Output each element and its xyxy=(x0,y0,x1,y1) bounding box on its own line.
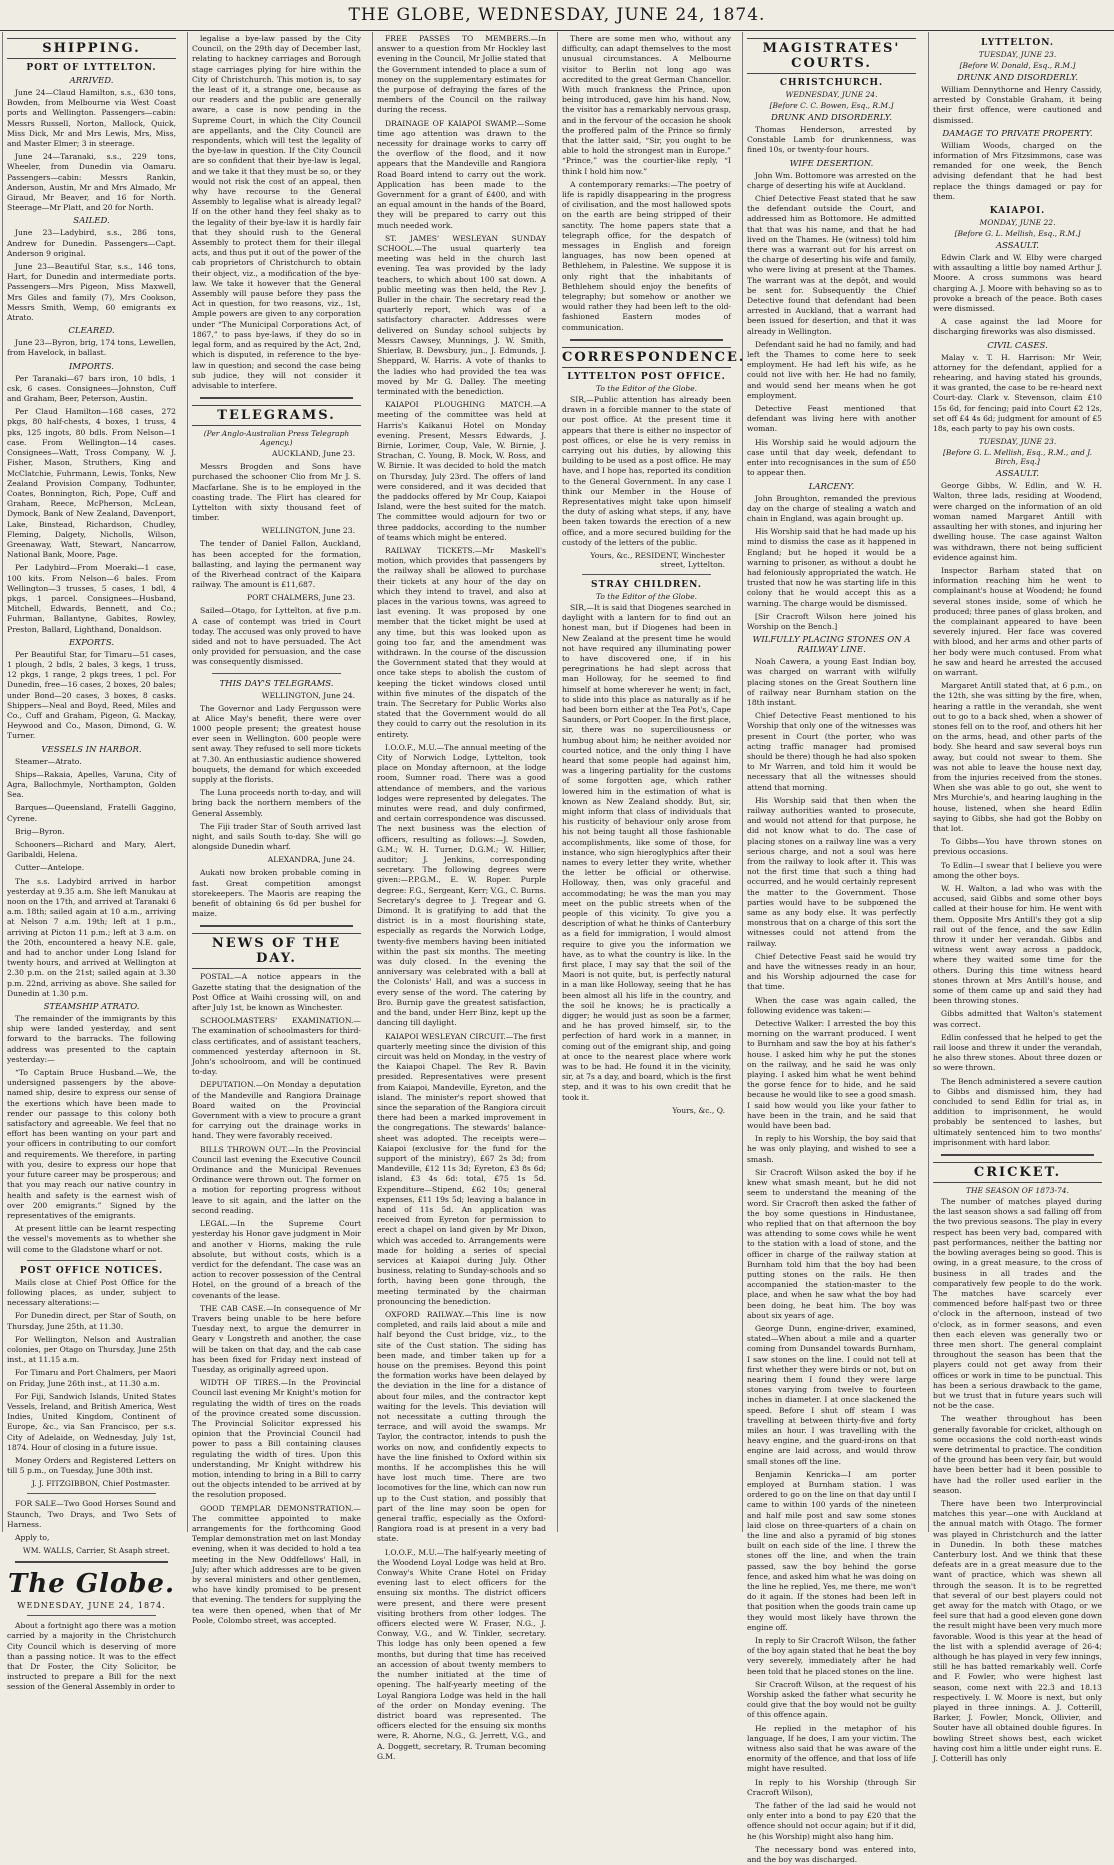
paragraph: The necessary bond was entered into, and the boy was discharged. xyxy=(747,1844,916,1865)
subsection-title: KAIAPOI. xyxy=(989,206,1046,217)
subsection-title: STEAMSHIP ATRATO. xyxy=(43,1002,140,1013)
bench: [Before G. L. Mellish, Esq., R.M.] xyxy=(954,229,1081,239)
column-6 xyxy=(928,32,1106,1764)
dateline: TUESDAY, JUNE 23. xyxy=(978,437,1057,447)
dateline: MONDAY, JUNE 22. xyxy=(979,218,1056,228)
dateline: AUCKLAND, June 23. xyxy=(272,449,355,459)
paragraph: His Worship said that he had made up his mind to dismiss the case as it happened in England; but he hoped it would be a warning to prisoner, as without a doubt he had feloniously appropriated the watch. He trusted that now he was starting life in this colony that he would accept this as a warning. The charge would be dismissed. xyxy=(747,527,916,608)
divider xyxy=(27,1260,156,1261)
paragraph: George Gibbs, W. Edlin, and W. H. Walton, three lads, residing at Woodend, were charged on the information of an old woman named Margaret Antill with assaulting her with stones, and injuring her dwelling house. The case against Walton was withdrawn, there not being sufficient evidence against him. xyxy=(933,481,1102,562)
paragraph: DEPUTATION.—On Monday a deputation of the Mandeville and Rangiora Drainage Board waited on the Provincial Government with a view to procure a grant for carrying out the drainage works in hand. They were favorably received. xyxy=(192,1080,361,1141)
paragraph: George Dunn, engine-driver, examined, stated—When about a mile and a quarter coming from Dunsandel towards Burnham, I saw stones on the line. I could not tell at first whether they were birds or not, but on nearing them I found they were large stones varying from twelve to fourteen inches in diameter. I at once slackened the speed. Before I shut off steam I was travelling at between thirty-five and forty miles an hour. I was travelling with the heavy engine, and the guard-irons on that engine are laid across, and would throw small stones off the line. xyxy=(747,1323,916,1466)
column-5 xyxy=(742,32,920,1865)
paragraph: For Dunedin direct, per Star of South, on Thursday, June 25th, at 11.30. xyxy=(7,1311,176,1331)
paragraph: William Woods, charged on the information of Mrs Fitzsimmons, case was remanded for one week, the Bench advising defendant that he had best replace the things damaged or pay for them. xyxy=(933,140,1102,201)
paragraph: Cutter—Antelope. xyxy=(15,863,85,873)
paragraph: Inspector Barham stated that on information reaching him he went to complainant's house at Woodend; he found several stones inside, some of which he produced; three panes of glass broken, and the complainant appeared to have been severely injured. Her face was covered with blood, and her arms and other parts of her body were much contused. From what he saw and heard he arrested the accused on warrant. xyxy=(933,565,1102,677)
paragraph: The s.s. Ladybird arrived in harbor yesterday at 9.35 a.m. She left Manukau at noon on the 17th, and arrived at Taranaki 6 a.m. 18th; sailed again at 10 a.m., arriving at Nelson 7 a.m. 19th; left at 1 p.m., arriving at Picton 11 p.m.; left at 3 a.m. on the 20th, encountered a heavy N.E. gale, and had to anchor under Long Island for twenty hours, and arrived at Wellington at 2.30 p.m. on the 21st; sailed again at 3.30 p.m. 22nd, arriving as above. She sailed for Dunedin at 1.30 p.m. xyxy=(7,876,176,998)
paragraph: The weather throughout has been generally favorable for cricket, although on some occasions the cold north-east winds were detrimental to practice. The condition of the ground has been very fair, but would have been better had it been possible to have had the roller used earlier in the season. xyxy=(933,1414,1102,1495)
paragraph: Money Orders and Registered Letters on till 5 p.m., on Tuesday, June 30th inst. xyxy=(7,1455,176,1476)
paragraph: In reply to his Worship, the boy said that he was only playing, and wished to see a smash. xyxy=(747,1134,916,1164)
paragraph: WIDTH OF TIRES.—In the Provincial Council last evening Mr Knight's motion for regulating the width of tires on the roads of the province created some discussion. The Provincial Solicitor expressed his opinion that the Provincial Council had power to pass a Bill containing clauses regulating the width of tires. Upon this understanding, Mr Knight withdrew his motion, intending to bring in a Bill to carry out the objects intended to be arrived at by the resolution proposed. xyxy=(192,1378,361,1500)
paragraph: The Bench administered a severe caution to Gibbs and dismissed him, they had concluded to send Edlin for trial as, in addition to imprisonment, he would probably be sentenced to lashes, but ultimately sentenced him to two months' imprisonment with hard labor. xyxy=(933,1076,1102,1147)
paragraph: ST. JAMES' WESLEYAN SUNDAY SCHOOL.—The usual quarterly tea meeting was held in the church last evening. Tea was provided by the lady teachers, to which about 100 sat down. A public meeting was then held, the Rev J. Buller in the chair. The secretary read the quarterly report, which was of a satisfactory character. Addresses were delivered on Sunday school subjects by Messrs Cawsey, Munnings, J. W. Smith, Shierlaw, B. Dewsbury, jun., J. Edmunds, J. Sheppard, W. Harris. A vote of thanks to the ladies who had provided the tea was moved by Mr G. Dalley. The meeting terminated with the benediction. xyxy=(377,233,546,396)
paragraph: June 24—Taranaki, s.s., 229 tons, Wheeler, from Dunedin via Oamaru. Passengers—cabin: Messrs Rankin, Anderson, Austin, Mr and Mrs Almado, Mr Giraud, Mr Beaver, and 16 for North. Steerage—Mr Platt, and 20 for North. xyxy=(7,152,176,213)
advertisement: FOR SALE—Two Good Horses Sound and Staunch, Two Drays, and Two Sets of Harness. xyxy=(7,1499,176,1529)
paragraph: The tender of Daniel Fallon, Auckland, has been accepted for the formation, ballasting, and laying the permanent way of the Riverhead contract of the Kaipara railway. The amount is £11,687. xyxy=(192,539,361,590)
newspaper-logo: The Globe. xyxy=(7,1569,176,1600)
paragraph: June 23—Ladybird, s.s., 286 tons, Andrew for Dunedin. Passengers—Capt. Anderson 9 original. xyxy=(7,228,176,258)
subsection-title: LYTTELTON. xyxy=(980,38,1055,48)
paragraph: Chief Detective Feast mentioned to his Worship that only one of the witnesses was present in Court (the porter, who was acting traffic manager had promised should be there) though he had also spoken to Mr Warren, and told him it would be necessary that all the witnesses should attend that morning. xyxy=(747,711,916,792)
divider xyxy=(200,925,353,927)
paragraph: Benjamin Kenricka—I am porter employed at Burnham station. I was ordered to go on the line on that day until I came to within 100 yards of the nineteen and half mile post and saw some stones laid close on three-quarters of a chain on the line and also a pyramid of big stones built on each side of the line. I threw the stones off the line, and when the train passed, saw the boy behind the gorse fence, and asked him what he was doing on the line he replied, Yes, me there, me won't do it again. If the stones had been left in that position when the goods train came up they would most likely have thrown the engine off. xyxy=(747,1469,916,1632)
paragraph: To Edlin—I swear that I believe you were among the other boys. xyxy=(933,860,1102,880)
section-title: THIS DAY'S TELEGRAMS. xyxy=(219,678,334,689)
divider xyxy=(941,1154,1094,1156)
signature: WM. WALLS, Carrier, St Asaph street. xyxy=(22,1546,170,1556)
section-title-news: NEWS OF THE DAY. xyxy=(192,933,361,969)
paragraph: William Dennythorne and Henry Cassidy, arrested by Constable Graham, it being their first offence, were cautioned and dismissed. xyxy=(933,85,1102,125)
paragraph: Per Taranaki—67 bars iron, 10 bdls, 1 csk, 6 cases. Consignees—Johnston, Cuff and Graham, Beer, Peterson, Austin. xyxy=(7,373,176,404)
subsection-title: ASSAULT. xyxy=(995,241,1039,252)
bench: [Before C. C. Bowen, Esq., R.M.] xyxy=(769,101,894,110)
subsection-title: IMPORTS. xyxy=(69,361,114,372)
paragraph: For Timaru and Port Chalmers, per Maori on Friday, June 26th inst., at 11.30 a.m. xyxy=(7,1368,176,1388)
paragraph: The Governor and Lady Fergusson were at Alice May's benefit, there were over 1000 people present; the greatest house ever seen in Wellington. 600 people were sent away. They refused to sell more tickets at 7.30. An enthusiastic audience showered bouquets, the demand for which exceeded supply at the florists. xyxy=(192,703,361,784)
subtitle: To the Editor of the Globe. xyxy=(595,383,698,393)
masthead: THE GLOBE, WEDNESDAY, JUNE 24, 1874. xyxy=(0,0,1114,31)
subsection-title: CIVIL CASES. xyxy=(987,340,1048,351)
paragraph: Chief Detective Feast said he would try and have the witnesses ready in an hour, and his Worship adjourned the case for that time. xyxy=(747,951,916,992)
divider xyxy=(582,574,711,575)
subsection-title: WIFE DESERTION. xyxy=(789,158,874,169)
subsection-title: DRUNK AND DISORDERLY. xyxy=(956,73,1079,83)
paragraph: Per Claud Hamilton—168 cases, 272 pkgs, 80 half-chests, 4 boxes, 1 truss, 4 pks, 125 ingots, 80 bdls. From Nelson—1 case. From Wellington—14 cases. Consignees—Watt, Tross Company, W. J. Fisher, Mason, Struthers, King and McClatchie, Fuhrmann, Lewis, Tonks, New Zealand Provision Company, Todhunter, Coates, Bonnington, Rich, Pope, Cuff and Graham, Reece, McPherson, McLean, Dymock, Bank of New Zealand, Davenport, Lake, Binstead, Richardson, Chudley, Fleming, Dalgety, Nicholls, Wilson, Greenaway, Watt, Stewart, Nancarrow, National Bank, Moore, Page. xyxy=(7,407,176,560)
paragraph: [Sir Cracroft Wilson here joined his Worship on the Bench.] xyxy=(747,611,916,631)
paragraph: Defendant said he had no family, and had left the Thames to come here to seek employment. He had left his wife, as he could not live with her. He had no family, and would send her means when he got employment. xyxy=(747,339,916,400)
subsection-title: WILFULLY PLACING STONES ON A RAILWAY LINE. xyxy=(752,635,911,656)
column-3 xyxy=(372,32,550,1761)
paragraph: RAILWAY TICKETS.—Mr Maskell's motion, which provides that passengers by the railway shall be allowed to purchase their tickets at any hour of the day on which they intend to travel, and also at places in the various towns, was agreed to last evening. It was proposed by one member that the ticket might be used at any time, but this was looked upon as going too far, and the amendment was withdrawn. In the course of the discussion the Government stated that they would at once take steps to abolish the custom of keeping the ticket windows closed until within five minutes of the dispatch of the train. The Secretary for Public Works also stated that the Government would do all they could to carry out the resolution in its entirety. xyxy=(377,545,546,739)
paragraph: Aukati now broken probable coming in fast. Great competition amongst storekeepers. The Maoris are reaping the benefit of obtaining 6s 6d per bushel for maize. xyxy=(192,868,361,919)
paragraph: June 24—Claud Hamilton, s.s., 630 tons, Bowden, from Melbourne via West Coast ports and Wellington. Passengers—cabin: Messrs Russell, Norton, Mallock, Quick, Miss Dick, Mr and Mrs Lewis, Mrs, Miss, and Master Elmer; 3 in steerage. xyxy=(7,88,176,149)
section-title-post-office: POST OFFICE NOTICES. xyxy=(19,1265,164,1276)
paragraph: For Fiji, Sandwich Islands, United States Vessels, Ireland, and British America, West Indies, United Kingdom, Continent of Europe, &c., via San Francisco, per s.s. City of Adelaide, on Wednesday, July 1st, 1874. Hour of closing in a future issue. xyxy=(7,1391,176,1452)
paragraph: OXFORD RAILWAY.—This line is now completed, and rails laid about a mile and half beyond the Cust bridge, viz., to the site of the Cust station. The siding has been made, and timber taken up for a house on the premises. Beyond this point the formation works have been delayed by the deviation in the line for a distance of about four miles, and the contractor kept waiting for the levels. This deviation will not necessitate a cutting through the terrace, and will avoid the swamps. Mr Taylor, the contractor, intends to push the works on now, and confidently expects to have the line finished to Oxford within six months. If he accomplishes this he will have lost much time. There are two locomotives for the line, which can now run up to the Cust station, and possibly that part of the line may soon be open for general traffic, especially as the Oxford-Rangiora road is at present in a very bad state. xyxy=(377,1309,546,1544)
paragraph: KAIAPOI WESLEYAN CIRCUIT.—The first quarterly meeting since the division of this circuit was held on Monday, in the vestry of the Kaiapoi Chapel. The Rev R. Bavin presided. Representatives were present from Kaiapoi, Mandeville, Eyreton, and the island. The minister's report showed that since the separation of the Rangiora circuit there had been a marked improvement in the congregations. The stewards' balance-sheet was adopted. The receipts were—Kaiapoi (exclusive for the fund for the support of the ministry), £67 2s 3d; from Mandeville, £12 11s 3d; Eyreton, £3 8s 6d; island, £3 4s 6d: total, £75 1s 5d. Expenditure—Stipend, £62 10s; general expenses, £11 19s 5d; leaving a balance in hand of 11s 5d. An application was received from Eyreton for permission to erect a chapel on land given by Mr Dixon, which was acceded to. Arrangements were made for holding a series of special services at Kaiapoi during July. Other business, relating to Sunday-schools and so forth, having been gone through, the meeting terminated by the chairman pronouncing the benediction. xyxy=(377,1031,546,1306)
paragraph: KAIAPOI PLOUGHING MATCH.—A meeting of the committee was held at Harris's Kaikanui Hotel on Monday evening. Present, Messrs Edwards, J. Birnie, Lorimer, Coup, Vale, W. Birnie, J. Strachan, C. Young, B. Mock, W. Ross, and W. Birnie. It was decided to hold the match on Thursday, July 23rd. The offers of land were considered, and it was decided that the paddocks offered by Mr Coup, Kaiapoi Island, were the best suited for the match. The committee would adjourn for two or three paddocks, according to the number of teams which might be entered. xyxy=(377,400,546,542)
divider xyxy=(27,1615,156,1616)
paragraph: Sailed—Otago, for Lyttelton, at five p.m. A case of contempt was tried in Court today. The accused was only proved to have sided and not to have persuaded. The Act only provided for persuasion, and the case was consequently dismissed. xyxy=(192,606,361,667)
divider xyxy=(27,1493,156,1494)
paragraph: Noah Cawera, a young East Indian boy, was charged on warrant with wilfully placing stones on the Great Southern line of railway near Burnham station on the 18th instant. xyxy=(747,657,916,707)
paragraph: The Luna proceeds north to-day, and will bring back the northern members of the General Assembly. xyxy=(192,788,361,818)
section-title-cricket: CRICKET. xyxy=(933,1162,1102,1183)
paragraph: SIR,—Public attention has already been drawn in a forcible manner to the state of our post office. At the present time it appears that there is either no inspector of post offices, or else he is very remiss in carrying out his duties, by allowing this building to be used as a post office. He may have, and I hope has, reported its condition to the General Government. In any case I think our Member in the House of Representatives might take upon himself the duty of asking what steps, if any, have been taken towards the erection of a new office, and a more secured building for the custody of the letters of the public. xyxy=(562,394,731,547)
paragraph: I.O.O.F., M.U.—The half-yearly meeting of the Woodend Loyal Lodge was held at Bro. Conway's White Crane Hotel on Friday evening last to elect officers for the ensuing six months. The district officers were present, and there were present visiting brothers from other lodges. The officers elected were W. Fraser, N.G., J. Conway, V.G., and W. Tinkler, secretary. This lodge has only been opened a few months, but during that time has received an accession of about twenty members to the number initiated at the time of opening. The half-yearly meeting of the Loyal Rangiora Lodge was held in the hall of the order on Monday evening. The district board was represented. The officers elected for the ensuing six months were, R. Ahorne, N.G., G. Jerrett, V.G., and A. Doggett, secretary, R. Truman becoming G.M. xyxy=(377,1547,546,1761)
paragraph: Thomas Henderson, arrested by Constable Lamb for drunkenness, was fined 10s, or twenty-four hours. xyxy=(747,125,916,155)
subtitle: THE SEASON OF 1873-74. xyxy=(966,1186,1069,1196)
paragraph: He replied in the metaphor of his language, If he does, I am your victim. The witness also said that he was aware of the enormity of the offence, and that loss of life might have resulted. xyxy=(747,1723,916,1774)
subsection-title: DAMAGE TO PRIVATE PROPERTY. xyxy=(942,128,1093,139)
divider xyxy=(15,1561,168,1563)
subsection-title: STRAY CHILDREN. xyxy=(591,579,702,590)
paragraph: Chief Detective Feast stated that he saw the defendant outside the Court, and addressed him as Bottomore. He admitted that that was his name, and that he had lived on the Thames. He (witness) told him there was a warrant out for his arrest on the charge of deserting his wife and family, who were living at present at the Thames. The warrant was at the depôt, and would be sent for. Subsequently the Chief Detective found that defendant had been arrested in Auckland, that a warrant had been issued for desertion, and that it was already in Wellington. xyxy=(747,194,916,336)
column-2 xyxy=(187,32,365,1625)
dateline: ALEXANDRA, June 24. xyxy=(267,855,355,865)
paragraph: GOOD TEMPLAR DEMONSTRATION.—The committee appointed to make arrangements for the forthcoming Good Templar demonstration met on last Monday evening, when it was decided to hold a tea meeting in the New Oddfellows' Hall, in July; after which addresses are to be given by several ministers and other gentlemen, who have kindly promised to be present that evening. The tenders for supplying the tea were then opened, when that of Mr Poole, Colombo street, was accepted. xyxy=(192,1503,361,1625)
paragraph: The number of matches played during the last season shows a sad falling off from the two previous seasons. The play in every respect has been very bad, compared with past performances, neither the batting nor the bowling averages being so good. This is owing, in a great measure, to the cross of business in all trades and the comparatively few people to do the work. The matches have scarcely ever commenced before half-past two or three o'clock in the afternoon, instead of two o'clock, as in former seasons, and even then each eleven was generally two or three men short. The general complaint throughout the season has been that the players could not get away from their offices or work in time to be punctual. This has been a serious drawback to the game, but we trust that in future years such will not be the case. xyxy=(933,1197,1102,1411)
paragraph: His Worship said he would adjourn the case until that day week, defendant to enter into recognisances in the sum of £50 to appear then. xyxy=(747,437,916,478)
paragraph: Gibbs admitted that Walton's statement was correct. xyxy=(933,1009,1102,1029)
paragraph: For Wellington, Nelson and Australian colonies, per Otago on Thursday, June 25th inst., at 11.15 a.m. xyxy=(7,1334,176,1365)
paragraph: In reply to Sir Cracroft Wilson, the father of the boy again stated that he beat the boy very severely, immediately after he had been told that he placed stones on the line. xyxy=(747,1636,916,1676)
paragraph: DRAINAGE OF KAIAPOI SWAMP.—Some time ago attention was drawn to the necessity for drainage works to carry off the overflow of the flood, and it now appears that the Mandeville and Rangiora Road Board intend to carry out the work. Application has been made to the Government for a grant of £400, and with an equal amount in the hands of the Board, they will be prepared to carry out this much needed work. xyxy=(377,118,546,230)
signature: J. J. FITZGIBBON, Chief Postmaster. xyxy=(31,1479,170,1489)
paragraph: I.O.O.F., M.U.—The annual meeting of the City of Norwich Lodge, Lyttelton, took place on Monday afternoon, at the lodge room, Sumner road. There was a good attendance of members, and the various lodges were represented by delegates. The minutes were read, and duly confirmed, and certain correspondence was discussed. The next business was the election of officers, resulting as follows:—J. Sowden, G.M.; W. H. Turner, D.G.M.; W. Hillier, auditor; J. Jenkins, corresponding secretary. The following degrees were given:—P.P.G.M., E. W. Roper. Purple degree: F.G., Sergeant, Kerr; V.G., C. Burns. Secretary's degree to J. Tregear and G. Dimond. It is gratifying to add that the district is in a most flourishing state, especially as regards the Norwich Lodge, twenty-five members having been initiated within the past six months. The meeting was duly closed. In the evening the anniversary was celebrated with a ball at the Colonists' Hall, and was a success in every sense of the word. The catering by Bro. Burnip gave the greatest satisfaction, and the band, under Herr Binz, kept up the dancing till daylight. xyxy=(377,742,546,1028)
paragraph: Malay v. T. H. Harrison: Mr Weir, attorney for the defendant, applied for a rehearing, and having stated his grounds, it was granted, the case to be re-heard next Court-day. Clark v. Stevenson, claim £10 15s 6d, for fencing; paid into Court £2 12s, set off £4 4s 6d; judgment for amount of £5 18s, each party to pay his own costs. xyxy=(933,352,1102,434)
paragraph: In reply to his Worship (through Sir Cracroft Wilson), xyxy=(747,1777,916,1797)
paragraph: SIR,—It is said that Diogenes searched in daylight with a lantern for to find out an honest man, but if Diogenes had been in New Zealand at the present time he would not have required any illuminating power to have discovered one, if in his peregrinations he had slept across that man Holloway, for he seemed to find himself at home wherever he went; in fact, to slide into this place as naturally as if he had been born either at the Tea Pot's, Cape Saunders, or Port Cooper. In the first place, sir, there was no superciliousness or humbug about him; he neither avoided nor courted notice, and the only thing I have heard that some people had against him, was a lingering partiality for the customs of some forgotten age, which rather lowered him in the estimation of what is known as New Zealand shoddy. But, sir, might inform that class of individuals that his rusticity of behaviour only arose from his not being taught all those fashionable accomplishments, like some of those, for instance, who sign hieroglyphics after their names to every letter they write, whether the letter be official or otherwise. Holloway, then, was only graceful and accommodating; he was the man you may meet on the public streets when of the people of this vicinity. To give you a description of what he thinks of Canterbury as a field for immigration, I would almost require to give you the information we have, as to what the country is like. In the first place, I may say that the soil of the Maori is not quite, but, is perfectly natural in a man like Holloway, seeing that he has been almost all his life in the country, and the soil he knows; he is practically a digger; he would just as soon be a farmer, and he has proved himself, sir, to the perfection of hard work in a manner, in coming out of the emigrant ship, and going at once to the nearest place where work was to be had. He found it in the vicinity, sir, at 7s a day, and board, which is the first step, and it was to his own credit that he took it. xyxy=(562,602,731,1102)
paragraph: When the case was again called, the following evidence was taken:— xyxy=(747,995,916,1015)
paragraph: “To Captain Bruce Husband.—We, the undersigned passengers by the above-named ship, desire to express our sense of the exertions which have been made to render our passage to this colony both satisfactory and agreeable. We feel that no effort has been wanting on your part and your officers in contributing to our comfort and requirements. We therefore, in parting with you, desire to express our hope that your future career may be prosperous; and that you may reach our native country in health and safety is the earnest wish of over 200 emigrants.” Signed by the representatives of the emigrants. xyxy=(7,1068,176,1220)
paragraph: Per Ladybird—From Moeraki—1 case, 100 kits. From Nelson—6 bales. From Wellington—3 trusses, 5 cases, 1 bdl, 4 pkgs, 1 parcel. Consignees—Husband, Mitchell, Edwards, Bennett, and Co.; Fuhrman, Ballantyne, Gabites, Rowley, Preston, Ballard, Lighthand, Donaldson. xyxy=(7,563,176,634)
paragraph: Sir Cracroft Wilson, at the request of his Worship asked the father what security he could give that the boy would not be guilty of this offence again. xyxy=(747,1679,916,1720)
paragraph: POSTAL.—A notice appears in the Gazette stating that the designation of the Post Office at Waihi crossing will, on and after July 1st, be known as Winchester. xyxy=(192,972,361,1013)
paragraph: At present little can be learnt respecting the vessel's movements as to whether she will come to the Gladstone wharf or not. xyxy=(7,1224,176,1254)
divider xyxy=(212,673,341,674)
paragraph: John Wm. Bottomore was arrested on the charge of deserting his wife at Auckland. xyxy=(747,170,916,190)
bench: [Before W. Donald, Esq., R.M.] xyxy=(959,61,1076,70)
section-title-correspondence: CORRESPONDENCE. xyxy=(562,347,731,368)
signature: Yours, &c., RESIDENT, Winchester street, Lyttelton. xyxy=(590,550,725,569)
bench: [Before G. L. Mellish, Esq., R.M., and J. Birch, Esq.] xyxy=(942,448,1092,467)
subtitle: To the Editor of the Globe. xyxy=(595,591,698,601)
paragraph: Steamer—Atrato. xyxy=(15,756,82,766)
dateline: WEDNESDAY, JUNE 24. xyxy=(785,90,878,99)
paragraph: legalise a bye-law passed by the City Council, on the 29th day of December last, relating to hackney carriages and Borough stage carriages plying for hire within the City of Christchurch. This motion is, to say the least of it, a strange one, because as our readers and the public are generally aware, a case is now pending in the Supreme Court, in which the City Council are appellants, and the City Council are respondents, which will test the legality of the bye-law in question. If the City Council are so confident that their bye-law is legal, and we take it that they must be so, or they would not risk the cost of an appeal, then why have recourse to the General Assembly to legalise what is already legal? If on the other hand they feel shaky as to the legality of their bye-law it is hardly fair that they should rush to the General Assembly to protect them for their illegal acts, and thus put it out of the power of the cab proprietors of Christchurch to obtain their object, viz., a modification of the bye-law. We take it however that the General Assembly will pause before they pass the Act in question, for two reasons, viz., 1st, Ample powers are given to any corporation under “The Municipal Corporations Act, of 1867,” to pass bye-laws, if they do so in legal form, and as required by the Act, 2nd, which is disputed, in reference to the bye-law in question; and second the case being sub judice, they will not consider it advisable to interfere. xyxy=(192,34,361,390)
paragraph: Detective Feast mentioned that defendant was living here with another woman. xyxy=(747,404,916,434)
paragraph: Ships—Rakaia, Apelles, Varuna, City of Agra, Ballochmyle, Northampton, Golden Sea. xyxy=(7,769,176,800)
paragraph: Brig—Byron. xyxy=(15,826,65,836)
dateline: WELLINGTON, June 24. xyxy=(261,690,355,700)
paragraph: His Worship said that then when the railway authorities wanted to prosecute, and would not attend for that purpose, he did not know what to do. The case of placing stones on a railway line was a very serious charge, and not a soul was here from the railway to look after it. This was not the first time that such a thing had occurred, and he would certainly represent the matter to the Government. Those parties would have to be subpœned the same as any body else. It was perfectly monstrous that on a charge of this sort the witnesses could not attend from the railway. xyxy=(747,795,916,948)
paragraph: Mails close at Chief Post Office for the following places, as under, subject to necessary alterations:— xyxy=(7,1277,176,1308)
dateline: TUESDAY, JUNE 23. xyxy=(978,50,1057,59)
paragraph: Barques—Queensland, Fratelli Gaggino, Cyrene. xyxy=(7,803,176,823)
subsection-title: DRUNK AND DISORDERLY. xyxy=(770,113,893,123)
paragraph: John Broughton, remanded the previous day on the charge of stealing a watch and chain in England, was again brought up. xyxy=(747,493,916,523)
dateline: WEDNESDAY, JUNE 24, 1874. xyxy=(17,1601,166,1611)
subsection-title: LARCENY. xyxy=(808,481,855,492)
paragraph: Per Beautiful Star, for Timaru—51 cases, 1 plough, 2 bdls, 2 bales, 3 kegs, 1 truss, 12 pkgs, 1 range, 2 pkgs trees, 1 pcl. For Dunedin, free—16 cases, 2 boxes, 20 bales; under Bond—20 cases, 3 boxes, 8 casks. Shippers—Neal and Boyd, Reed, Miles and Co., Cuff and Graham, Pigeon, G. Mackay, Heywood and Co., Mason, Dimond, G. W. Turner. xyxy=(7,649,176,741)
paragraph: Edlin confessed that he helped to get the rail loose and threw it under the verandah, he also threw stones. About three dozen or so were thrown. xyxy=(933,1032,1102,1073)
subsection-title: EXPORTS. xyxy=(68,637,115,648)
paragraph: Edwin Clark and W. Elby were charged with assaulting a little boy named Arthur J. Moore. A cross summons was heard charging A. J. Moore with behaving so as to provoke a breach of the peace. Both cases were dismissed. xyxy=(933,253,1102,314)
divider xyxy=(570,339,723,341)
paragraph: BILLS THROWN OUT.—In the Provincial Council last evening the Executive Council Ordinance and the Municipal Revenues Ordinance were thrown out. The former on a motion for reporting progress without leave to sit again, and the latter on the second reading. xyxy=(192,1144,361,1215)
paragraph: About a fortnight ago there was a motion carried by a majority in the Christchurch City Council which is deserving of more than a passing notice. It was to the effect that Dr Foster, the City Solicitor, be instructed to prepare a Bill for the next session of the General Assembly in order to xyxy=(7,1621,176,1692)
paragraph: There have been two Interprovincial matches this year—one with Auckland at the annual match with Otago. The former was played in Christchurch and the latter in Dunedin. In both these matches Canterbury lost. And we think that these defeats are in a great measure due to the want of practice, which was shewn all through the season. It is to be regretted that several of our best players could not get away for the match with Otago, or we feel sure that had a good eleven gone down the result might have been very much more favorable. Wood is this year at the head of the list with a splendid average of 26-4; although he has played in very few innings, still he has batted remarkably well. Corfe and F. Fowler, who were highest last season, come next with 22.3 and 18.13 respectively. I. W. Moore is next, but only played in three innings. A. J. Cotterill, Barker, J. Fowler, Monck, Ollivier, and Souter have all obtained double figures. In bowling Street shows best, each wicket having cost him a little under eight runs. E. J. Cotterill has only xyxy=(933,1498,1102,1764)
paragraph: The father of the lad said he would not only enter into a bond to pay £20 that the offence should not occur again; but if it did, he (his Worship) might also hang him. xyxy=(747,1801,916,1841)
subsection-title: ASSAULT. xyxy=(995,469,1039,480)
dateline: WELLINGTON, June 23. xyxy=(261,526,355,536)
subsection-title: VESSELS IN HARBOR. xyxy=(41,744,142,755)
column-4 xyxy=(557,32,746,1532)
paragraph: Margaret Antill stated that, at 6 p.m., on the 12th, she was sitting by the fire, when, hearing a rattle in the verandah, she went out to go to a back shed, when a shower of stones fell on to the roof, and others hit her on the arms, head, and other parts of the body. She heard and saw several boys run away, but could not swear to them. She was not able to leave the house next day, from the injuries received from the stones. When she was able to go out, she went to Mrs Murchie's, and hearing laughing in the house, listened, when she heard Edlin saying to Gibbs, she had got the Bobby on that lot. xyxy=(933,681,1102,833)
paragraph: THE CAB CASE.—In consequence of Mr Travers being unable to be here before Tuesday next, to argue the demurrer in Geary v Longstreth and another, the case will be taken on that day, and the cab case has been fixed for Friday next instead of Tuesday, as originally agreed upon. xyxy=(192,1303,361,1374)
paragraph: June 23—Beautiful Star, s.s., 146 tons, Hart, for Dunedin and intermediate ports. Passengers—Mrs Pigeon, Miss Maxwell, Mrs Giles and family (7), Mrs Cookson, Messrs Smith, Wemp, 60 emigrants ex Atrato. xyxy=(7,262,176,323)
paragraph: To Gibbs—You have thrown stones on previous occasions. xyxy=(933,837,1102,857)
paragraph: LEGAL.—In the Supreme Court yesterday his Honor gave judgment in Moir and another v Hiorns, making the rule absolute, but without costs, which is a verdict for the defendant. The case was an action to recover possession of the Central Hotel, on the ground of a breach of the covenants of the lease. xyxy=(192,1219,361,1300)
column-1 xyxy=(2,32,180,1692)
divider xyxy=(200,397,353,399)
paragraph: The remainder of the immigrants by this ship were landed yesterday, and sent forward to the barracks. The following address was presented to the captain yesterday:— xyxy=(7,1014,176,1064)
paragraph: FREE PASSES TO MEMBERS.—In answer to a question from Mr Hockley last evening in the Council, Mr Jollie stated that the Government intended to place a sum of money on the supplementary estimates for the purpose of defraying the fares of the members of the Council on the railway during the recess. xyxy=(377,34,546,115)
subtitle: (Per Anglo-Australian Press Telegraph Agency.) xyxy=(203,429,350,448)
paragraph: A case against the lad Moore for discharging fireworks was also dismissed. xyxy=(933,317,1102,337)
subsection-title: LYTTELTON POST OFFICE. xyxy=(567,371,726,382)
dateline: PORT CHALMERS, June 23. xyxy=(247,593,355,603)
paragraph: Messrs Brogden and Sons have purchased the schooner Clio from Mr J. S. Macfarlane. She is to be employed in the coasting trade. The Flirt has cleared for Lyttelton with sixty thousand feet of timber. xyxy=(192,462,361,523)
paragraph: W. H. Walton, a lad who was with the accused, said Gibbs and some other boys called at their house for him. He went with them. Opposite Mrs Antill's they got a slip rail out of the fence, and the saw Edlin throw it under her verandah. Gibbs and witness went away across a paddock, where they waited some time for the others. During this time witness heard stones thrown at Mrs Antill's house, and some of them came up and said they had been throwing stones. xyxy=(933,884,1102,1006)
paragraph: June 23—Byron, brig, 174 tons, Lewellen, from Havelock, in ballast. xyxy=(7,338,176,358)
section-title-shipping: SHIPPING. xyxy=(7,38,176,59)
subsection-title: CHRISTCHURCH. xyxy=(779,78,884,88)
subsection-title: SAILED. xyxy=(73,216,110,227)
signature: Yours, &c., Q. xyxy=(672,1105,725,1115)
subsection-title: CLEARED. xyxy=(68,326,115,337)
paragraph: A contemporary remarks:—The poetry of life is rapidly disappearing in the progress of civilisation, and the most hallowed spots on the earth are being stripped of their sanctity. The home papers state that a telegraph office, for the despatch of messages in English and foreign languages, has now been opened at Bethlehem, in Palestine. We suppose it is only right that the inhabitants of Bethlehem should enjoy the benefits of telegraphy; but somehow or another we would rather they had been left to the old-fashioned Eastern modes of communication. xyxy=(562,179,731,332)
subsection-title: ARRIVED. xyxy=(69,76,114,86)
paragraph: Schooners—Richard and Mary, Alert, Garibaldi, Helena. xyxy=(7,840,176,860)
paragraph: The Fiji trader Star of South arrived last night, and sails South to-day. She will go alongside Dunedin wharf. xyxy=(192,821,361,852)
advertisement: Apply to, xyxy=(15,1532,50,1542)
paragraph: SCHOOLMASTERS' EXAMINATION.—The examination of schoolmasters for third-class certificates, and of assistant teachers, commenced yesterday afternoon in St. John's schoolroom, and will be continued to-day. xyxy=(192,1016,361,1077)
section-title-magistrates: MAGISTRATES' COURTS. xyxy=(747,38,916,74)
paragraph: There are some men who, without any difficulty, can adapt themselves to the most unusual circumstances. A Melbourne visitor to Berlin not long ago was accredited to the great German Chancellor. With much frankness the Prince, upon being introduced, gave him his hand. Now, the visitor has a remarkably nervous grasp, and in the fervour of the occasion he shook the proffered palm of the Prince so firmly that the latter said, “Sir, you ought to be able to hold the strongest man in Europe.” “Prince,” was the courtier-like reply, “I think I hold him now.” xyxy=(562,34,731,176)
section-title-telegrams: TELEGRAMS. xyxy=(192,405,361,426)
paragraph: Sir Cracroft Wilson asked the boy if he knew what smash meant, but he did not seem to understand the meaning of the word. Sir Cracroft then asked the father of the boy some questions in Hindustanee, who replied that on that afternoon the boy was attending to some cows while he went to the station with a load of stone, and the officer in charge of the railway station at Burnham told him that the boy had been putting stones on the rails. He then accompanied the station-master to the place, and when he saw what the boy had been doing, he beat him. The boy was about six years of age. xyxy=(747,1167,916,1320)
subsection-title: PORT OF LYTTELTON. xyxy=(26,63,157,73)
paragraph: Detective Walker: I arrested the boy this morning on the warrant produced. I went to Burnham and saw the boy at his father's house. I asked him why he put the stones on the railway, and he said he was only playing. I asked him what he went behind the gorse fence for to hide, and he said because he would like to see a good smash. I said how would you like your father to have been in the train, and he said that would have been bad. xyxy=(747,1019,916,1131)
